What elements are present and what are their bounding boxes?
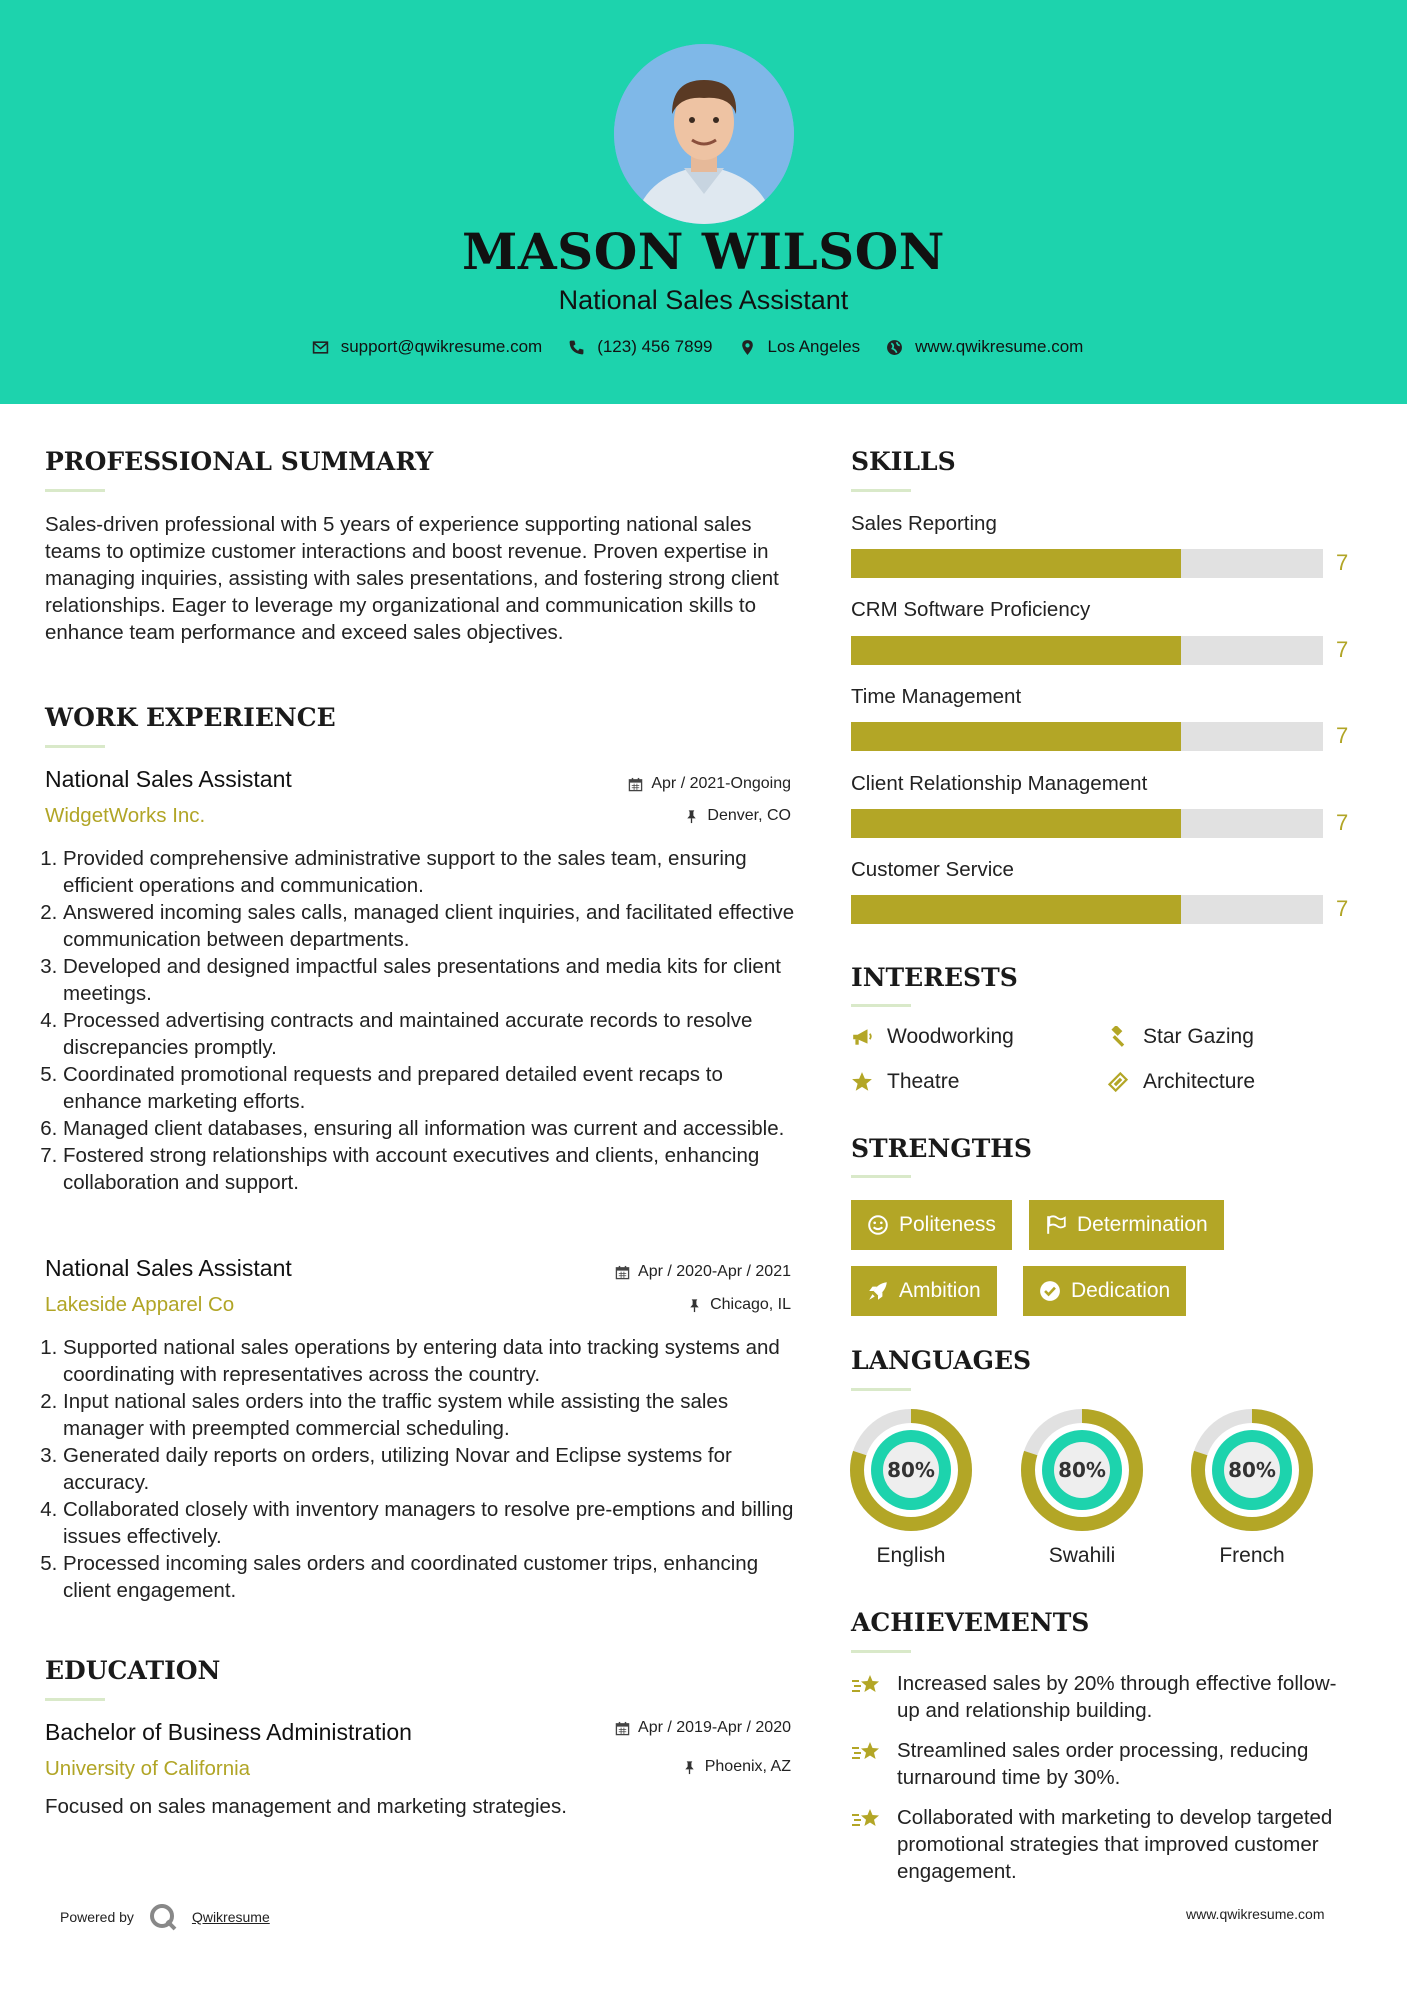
achievements-heading-underline xyxy=(851,1650,911,1653)
footer-url[interactable]: www.qwikresume.com xyxy=(1186,1906,1325,1922)
shooting-star-icon xyxy=(851,1739,883,1767)
shooting-star-icon xyxy=(851,1806,883,1834)
skill-bar xyxy=(851,809,1323,838)
list-item: 5. Processed incoming sales orders and coordinated customer trips, enhancing client engagement. xyxy=(63,1550,805,1604)
email-icon xyxy=(312,339,329,356)
language-percent: 80% xyxy=(1228,1458,1276,1482)
smile-icon xyxy=(867,1214,889,1236)
pushpin-icon xyxy=(684,809,699,824)
phone-icon xyxy=(568,339,585,356)
contact-website[interactable] xyxy=(886,337,1083,357)
education-location xyxy=(560,1758,791,1776)
language-name: French xyxy=(1219,1544,1285,1567)
skills-heading: SKILLS xyxy=(851,447,956,476)
education-description: Focused on sales management and marketing strategies. xyxy=(45,1795,567,1818)
interest-item xyxy=(851,1070,959,1094)
avatar xyxy=(614,44,794,224)
skill-bar xyxy=(851,722,1323,751)
job-dates xyxy=(560,775,791,793)
flag-icon xyxy=(1045,1214,1067,1236)
summary-heading-underline xyxy=(45,489,105,492)
strength-label: Dedication xyxy=(1071,1279,1171,1302)
interest-label: Theatre xyxy=(887,1070,960,1093)
list-item: 2. Answered incoming sales calls, managed client inquiries, and facilitated effective communication between departments. xyxy=(63,899,805,953)
contact-phone-text: (123) 456 7899 xyxy=(597,337,713,356)
achievement-text: Collaborated with marketing to develop targeted promotional strategies that improved customer engagement. xyxy=(897,1806,1333,1883)
skill-label: Time Management xyxy=(851,685,1022,708)
globe-icon xyxy=(886,339,903,356)
contact-phone[interactable] xyxy=(568,337,712,357)
strength-label: Politeness xyxy=(899,1213,996,1236)
achievement-item xyxy=(851,1737,1341,1791)
skill-value: 7 xyxy=(1336,723,1349,748)
skill-bar-fill xyxy=(851,809,1181,838)
strength-badge xyxy=(851,1266,997,1316)
skill-label: Sales Reporting xyxy=(851,512,997,535)
pushpin-icon xyxy=(687,1298,702,1313)
contact-bar xyxy=(0,337,1407,357)
language-percent: 80% xyxy=(1058,1458,1106,1482)
candidate-title: National Sales Assistant xyxy=(558,285,849,315)
calendar-icon xyxy=(615,1721,630,1736)
interests-heading-underline xyxy=(851,1004,911,1007)
interest-item xyxy=(1107,1070,1255,1094)
shooting-star-icon xyxy=(851,1672,883,1700)
job-company: Lakeside Apparel Co xyxy=(45,1293,235,1316)
achievement-item xyxy=(851,1670,1341,1724)
strength-label: Ambition xyxy=(899,1279,981,1302)
contact-website-text: www.qwikresume.com xyxy=(915,337,1084,356)
skill-label: CRM Software Proficiency xyxy=(851,598,1091,621)
rocket-icon xyxy=(867,1280,889,1302)
skill-value: 7 xyxy=(1336,637,1349,662)
list-item: 3. Generated daily reports on orders, utilizing Novar and Eclipse systems for accuracy. xyxy=(63,1442,805,1496)
job-location-text: Denver, CO xyxy=(707,807,791,824)
strengths-heading: STRENGTHS xyxy=(851,1134,1032,1163)
job-dates xyxy=(560,1263,791,1281)
language-donut xyxy=(1020,1408,1144,1532)
skill-value: 7 xyxy=(1336,896,1349,921)
qwikresume-logo-icon xyxy=(148,1902,178,1932)
star-icon xyxy=(851,1071,873,1093)
candidate-name: MASON WILSON xyxy=(462,222,945,281)
skill-label: Customer Service xyxy=(851,858,1014,881)
interest-item xyxy=(1107,1025,1254,1049)
skill-bar-fill xyxy=(851,895,1181,924)
achievements-heading: ACHIEVEMENTS xyxy=(851,1608,1090,1637)
languages-heading: LANGUAGES xyxy=(851,1346,1032,1375)
language-item xyxy=(1020,1408,1144,1568)
interests-heading: INTERESTS xyxy=(851,963,1018,992)
bullhorn-icon xyxy=(851,1026,873,1048)
skill-bar xyxy=(851,636,1323,665)
skill-bar-fill xyxy=(851,549,1181,578)
job-location-text: Chicago, IL xyxy=(710,1296,791,1313)
experience-heading: WORK EXPERIENCE xyxy=(45,703,336,732)
job-company: WidgetWorks Inc. xyxy=(45,804,206,827)
list-item: 1. Provided comprehensive administrative support to the sales team, ensuring efficient operations and communication. xyxy=(63,845,805,899)
interest-label: Star Gazing xyxy=(1143,1025,1254,1048)
job-dates-text: Apr / 2020-Apr / 2021 xyxy=(638,1263,791,1280)
interest-item xyxy=(851,1025,1014,1049)
achievement-text: Increased sales by 20% through effective follow-up and relationship building. xyxy=(897,1672,1337,1722)
contact-email-text: support@qwikresume.com xyxy=(340,337,543,356)
calendar-icon xyxy=(628,777,643,792)
experience-heading-underline xyxy=(45,745,105,748)
list-item: 5. Coordinated promotional requests and prepared detailed event recaps to enhance marketing efforts. xyxy=(63,1061,805,1115)
skill-bar-fill xyxy=(851,636,1181,665)
job-duties-list xyxy=(45,1334,805,1604)
job-duties-list xyxy=(45,845,805,1196)
achievement-text: Streamlined sales order processing, reducing turnaround time by 30%. xyxy=(897,1739,1309,1789)
qwikresume-link[interactable]: Qwikresume xyxy=(191,1909,270,1925)
summary-text: Sales-driven professional with 5 years of experience supporting national sales teams to optimize customer interactions and boost revenue. Proven expertise in managing inquiries, assisting with sales presentations, and fostering strong client relationships. Eager to leverage my organizational and communication skills to enhance team performance and exceed sales objectives. xyxy=(45,513,779,644)
calendar-icon xyxy=(615,1265,630,1280)
list-item: 7. Fostered strong relationships with account executives and clients, enhancing collaboration and support. xyxy=(63,1142,805,1196)
job-title: National Sales Assistant xyxy=(45,766,292,792)
education-heading-underline xyxy=(45,1698,105,1701)
pushpin-icon xyxy=(682,1760,697,1775)
contact-email[interactable] xyxy=(312,337,543,357)
skill-bar-fill xyxy=(851,722,1181,751)
language-item xyxy=(849,1408,973,1568)
education-dates xyxy=(560,1719,791,1737)
ticket-icon xyxy=(1107,1071,1129,1093)
strength-badge xyxy=(851,1200,1012,1250)
education-degree: Bachelor of Business Administration xyxy=(45,1719,412,1745)
powered-by xyxy=(60,1902,270,1932)
job-location xyxy=(560,807,791,825)
skill-bar xyxy=(851,895,1323,924)
powered-by-label: Powered by xyxy=(60,1909,134,1925)
contact-location xyxy=(739,337,861,357)
list-item: 3. Developed and designed impactful sales presentations and media kits for client meetings. xyxy=(63,953,805,1007)
map-marker-icon xyxy=(739,339,756,356)
interest-label: Architecture xyxy=(1143,1070,1256,1093)
strength-badge xyxy=(1029,1200,1224,1250)
education-heading: EDUCATION xyxy=(45,1656,221,1685)
skill-value: 7 xyxy=(1336,810,1349,835)
education-dates-text: Apr / 2019-Apr / 2020 xyxy=(638,1719,791,1736)
language-name: English xyxy=(876,1544,946,1567)
list-item: 1. Supported national sales operations by entering data into tracking systems and coordinating with representatives across the country. xyxy=(63,1334,805,1388)
education-school: University of California xyxy=(45,1757,251,1780)
strengths-heading-underline xyxy=(851,1175,911,1178)
languages-heading-underline xyxy=(851,1388,911,1391)
language-percent: 80% xyxy=(887,1458,935,1482)
job-location xyxy=(560,1296,791,1314)
interest-label: Woodworking xyxy=(887,1025,1014,1048)
language-item xyxy=(1190,1408,1314,1568)
list-item: 4. Collaborated closely with inventory managers to resolve pre-emptions and billing issues effectively. xyxy=(63,1496,805,1550)
language-donut xyxy=(1190,1408,1314,1532)
job-title: National Sales Assistant xyxy=(45,1255,292,1281)
gavel-icon xyxy=(1107,1026,1129,1048)
strength-label: Determination xyxy=(1077,1213,1208,1236)
contact-location-text: Los Angeles xyxy=(767,337,861,356)
achievement-item xyxy=(851,1804,1341,1885)
check-circle-icon xyxy=(1039,1280,1061,1302)
strength-badge xyxy=(1023,1266,1186,1316)
skill-bar xyxy=(851,549,1323,578)
skill-value: 7 xyxy=(1336,550,1349,575)
job-dates-text: Apr / 2021-Ongoing xyxy=(651,775,791,792)
summary-heading: PROFESSIONAL SUMMARY xyxy=(45,447,434,476)
list-item: 6. Managed client databases, ensuring all information was current and accessible. xyxy=(63,1115,805,1142)
education-location-text: Phoenix, AZ xyxy=(704,1758,791,1775)
skills-heading-underline xyxy=(851,489,911,492)
language-name: Swahili xyxy=(1048,1544,1116,1567)
list-item: 4. Processed advertising contracts and maintained accurate records to resolve discrepancies promptly. xyxy=(63,1007,805,1061)
list-item: 2. Input national sales orders into the traffic system while assisting the sales manager with preempted commercial scheduling. xyxy=(63,1388,805,1442)
skill-label: Client Relationship Management xyxy=(851,772,1148,795)
language-donut xyxy=(849,1408,973,1532)
resume-header xyxy=(0,0,1407,404)
